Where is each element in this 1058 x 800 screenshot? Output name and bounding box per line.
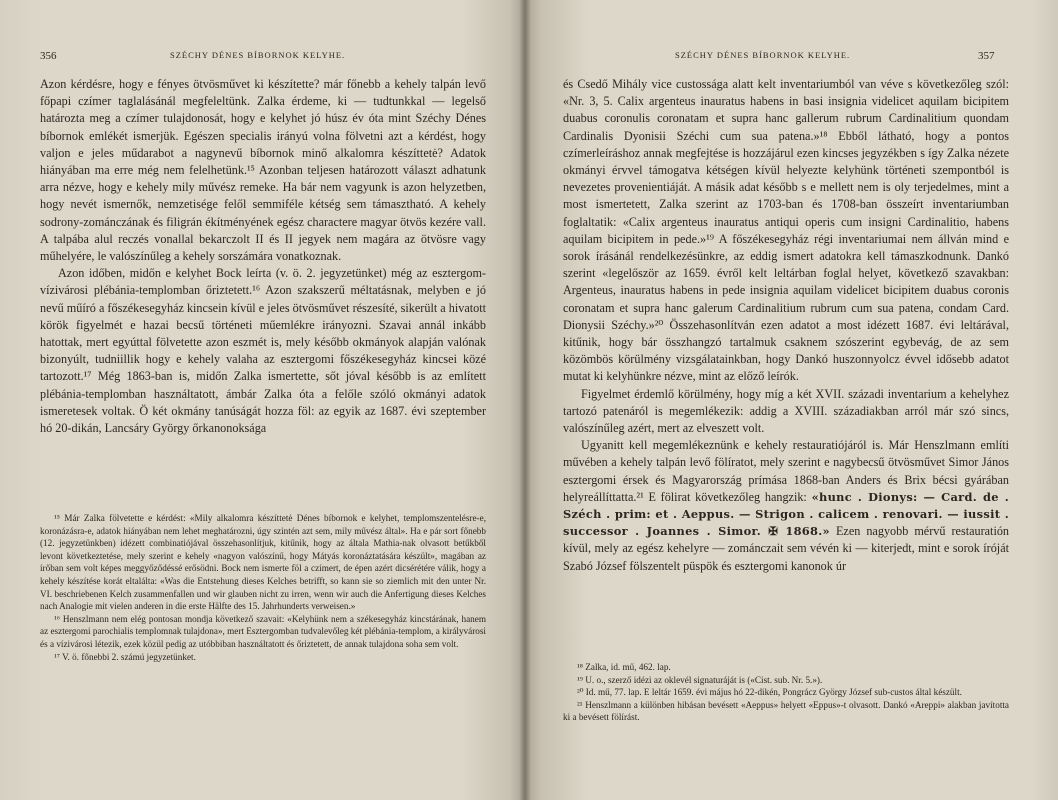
footnote: ¹⁶ Henszlmann nem elég pontosan mondja következő szavait: «Kelyhünk nem a székesegyház kincstárának, hanem az esztergomi parochialis templomnak tulajdona», mert Esztergomban tudvalevőleg két plébánia-templom, a királyvárosi és a vízivárosi létezik, ezek közül pedig az utóbbiban használtatott és őriztetett, de annak tulajdona soha sem volt. — [40, 613, 486, 649]
right-page — [525, 0, 1058, 800]
book-gutter — [519, 0, 531, 800]
footnote: ¹⁹ U. o., szerző idézi az oklevél signaturáját is («Cist. sub. Nr. 5.»). — [577, 674, 823, 685]
paragraph: és Csedő Mihály vice custossága alatt kelt inventariumból van véve s következőleg szól: «Nr. 3, 5. Calix argenteus inauratus habens in basi insignia videlicet aquilam bicipitem duabus coronulis coronatam et supra hanc gallerum rubrum Cardinalitium quondam Cardinalis Dyonisii Széchi cum sua patena.»¹⁸ Ebből látható, hogy a pontos czímerleíráshoz annak megfejtése is hozzájárul ezen kincses jegyzékben s így Zalka nézete okmányi érvvel támogatva kétségen kívül helyezte kelyhünk történeti szempontból is nevezetes provenientiáját. A másik adat később s e mellett nem is oly terjedelmes, mint a most ismertetett, Zalka szerint az 1703-ban és 1708-ban összeírt inventariumban foglaltatik: «Calix argenteus inauratus antiqui operis cum insigni Cardinalitio, habens aquilam bicipitem in pede.»¹⁹ A főszékesegyház régi inventariumai nem állván mind e sorok írásánál rendelkezésünkre, az eddig ismert adatokra kell támaszkodnunk. Dankó szerint «legelőször az 1659. évről kelt leltárban foglal helyet, következő szavakban: Argenteus, inauratus habens in pede insignia aquilam videlicet bicipitem duabus coronis coronatam et supra hanc galerum Cardinalitium rubrum cum sua patena, condam Card. Dionysii Széchy.»²⁰ Összehasonlítván ezen adatot a most idézett 1687. évi leltárával, kitűnik, hogy bár összhangzó tartalmuk csaknem szószerint egybevág, de az sem közömbös körülmény vizsgálatainkban, hogy Dankó huszonnyolcz évvel idősebb adatot mutat ki kelyhünkre nézve, mint az előző leírók. — [563, 77, 1009, 384]
paragraph: Azon kérdésre, hogy e fényes ötvösművet ki készítette? már főnebb a kehely talpán levő főpapi czímer taglalásánál megfeleltünk. Zalka érdeme, ki — tudtunkkal — legelső határozta meg a czímer tulajdonosát, hogy e kelyhet jó húsz év óta mint Széchy Dénes bíbornok emlékét ismerjük. Egészen specialis irányú volna fölvetni azt a kérdést, hogy valjon e jeles műdarabot a nagynevű bíbornok minő alkalomra készíttetė? Adatok hiányában ma erre még nem felelhetünk.¹⁵ Azonban teljesen határozott választ adhatunk arra nézve, hogy e kehely mily művész remeke. Ha bár nem vagyunk is azon helyzetben, hogy nevét ismernők, nemzetisége felől semmiféle kétség sem támasztható. A kehely sodrony-zománczának és filigrán ékítményének egész charactere magyar ötvös kezére vall. A talpába alul reczés vonallal bekarczolt II és II jegyek nem magára az ötvösre vagy műhelyére, le valószínűleg a kehely sorszámára vonatkoznak. — [40, 77, 486, 264]
inscription: «hunc . Dionys: — Card. de . Széch . prim: et . Aeppus. — Strigon . calicem . renovari. — iussit . successor . Joannes . Simor. ✠ 1868.» — [563, 489, 1009, 539]
footnote: ¹⁷ V. ö. főnebbi 2. számú jegyzetünket. — [54, 651, 196, 662]
paragraph-text: Ugyanitt kell megemlékeznünk e kehely restauratiójáról is. Már Henszlmann említi művében a kehely talpán levő fölíratot, mely szerint e nagybecsű ötvösművet Simor János esztergomi érsek és Magyarország prímása 1868-ban Anders és Brix bécsi gyárában helyreállíttatta.²¹ E fölirat következőleg hangzik: — [563, 438, 1009, 504]
footnotes — [563, 661, 1009, 724]
paragraph-text: Ezen nagyobb mérvű restauratión kívül, mely az egész kehelyre — zománczait sem vévén ki — kiterjedt, mint e sorok íróját Szabó József fölszentelt püspök és esztergomi kanonok úr — [563, 524, 1010, 573]
paragraph: Figyelmet érdemlő körülmény, hogy míg a két XVII. századi inventarium a kehelyhez tartozó patenáról is megemlékezik: addig a XVIII. századiakban arról már szó sincs, valószínűleg azért, mert az elveszett volt. — [563, 386, 1009, 436]
footnote: ²⁰ Id. mű, 77. lap. E leltár 1659. évi május hó 22-dikén, Pongrácz György József sub-custos által készült. — [577, 687, 962, 698]
footnotes — [40, 512, 486, 663]
main-text — [40, 76, 486, 437]
footnote: ¹⁸ Zalka, id. mű, 462. lap. — [577, 662, 671, 672]
page-number: 356 — [40, 50, 57, 62]
footnote: ²¹ Henszlmann a különben hibásan bevésett «Aeppus» helyett «Eppus»-t olvasott. Dankó «Areppi» alakban javította ki a bevésett fölírást. — [563, 699, 1009, 723]
paragraph: Azon időben, midőn e kelyhet Bock leírta (v. ö. 2. jegyzetünket) még az esztergom-vízivárosi plébánia-templomban őriztetett.¹⁶ Azon szakszerű méltatásnak, melyben e jó nevű műíró a főszékesegyház kincsein kívül e jeles ötvösművet részesíté, sikerült a hivatott körök figyelmét e hazai becsű történeti műemlékre irányozni. Szavai annál inkább hatottak, mert egyúttal fölvetette azon eszmét is, mely később okmányok alapján valónak bizonyúlt, tudniillik hogy e kehely valaha az esztergomi főszékesegyház kincsei közé tartozott.¹⁷ Még 1863-ban is, midőn Zalka ismertette, sőt jóval később is az említett plébánia-templomban használtatott, ámbár Zalka óta a felőle szóló okmányi adatok ismeretesek voltak. Ö két okmány tanúságát hozza föl: az egyik az 1687. évi szeptember hó 20-dikán, Lancsáry György őrkanonoksága — [40, 266, 486, 436]
running-head: SZÉCHY DÉNES BÍBORNOK KELYHE. — [675, 50, 851, 60]
page-number: 357 — [978, 50, 995, 62]
footnote: ¹⁵ Már Zalka fölvetette e kérdést: «Mily alkalomra készíttetė Dénes bíbornok e kelyhet, templomszentelésre-e, koronázásra-e, adatok hiányában nem lehet meghatározni, úgy szintén azt sem, mily művész által». Ha e pár sort főnebb (12. jegyzetünkben) idézett combinatiójával összehasonlítjuk, kitűnik, hogy az általa Mathia-nak olvasott betűkből levont következtetése, mely szerint e kehely «nagyon valószínű, hogy Mátyás koronáztatására készült», magában az írőban sem volt képes meggyőződéssé erősödni. Bock nem ismerte föl a czímert, de épen azért dicsérétére válik, hogy a kehely készítése korát eltalálta: «Was die Entstehung dieses Kelches betrifft, so kann sie so ziemlich mit den unter Nr. VI. beschriebenen Kelch zusammenfallen und wir glauben nicht zu irren, wenn wir auch die Anfertigung dieses Kelches nach Analogie mit vielen anderen in die erste Hälfte des 15. Jahrhunderts verweisen.» — [40, 513, 486, 612]
left-page — [0, 0, 525, 800]
running-head: SZÉCHY DÉNES BÍBORNOK KELYHE. — [170, 50, 346, 60]
main-text — [563, 76, 1009, 575]
